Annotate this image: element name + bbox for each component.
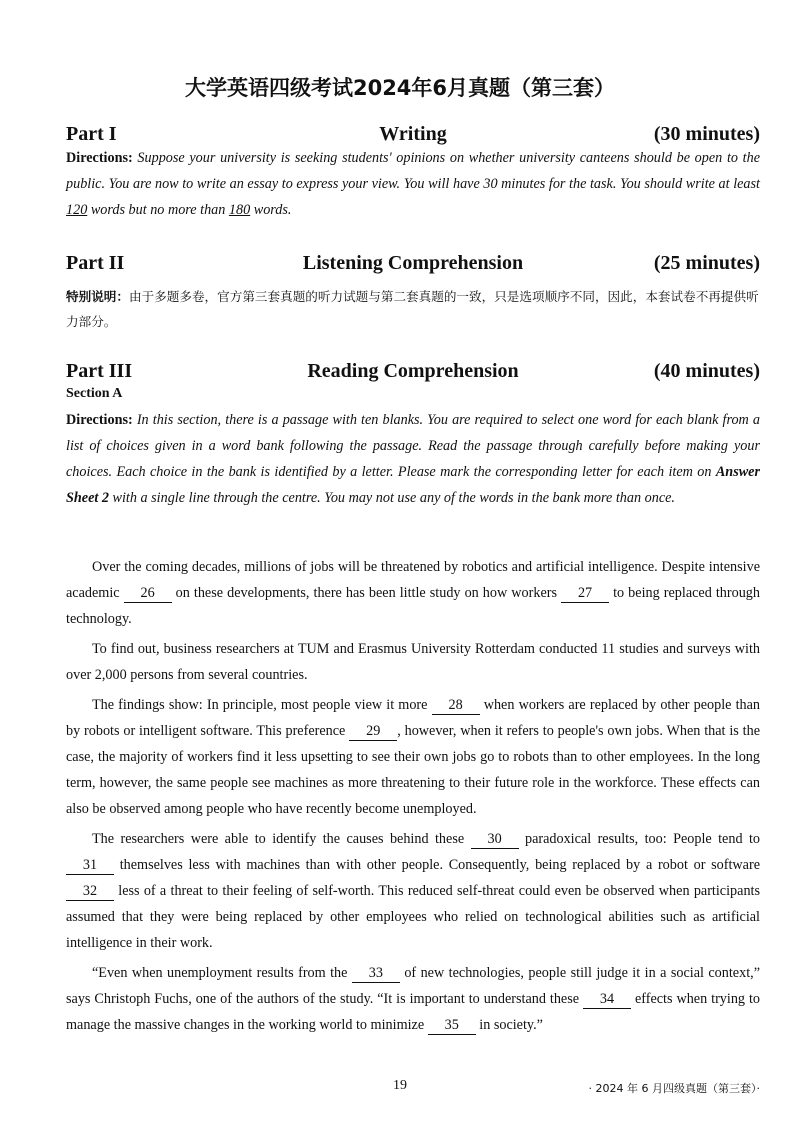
passage-paragraph-3 — [66, 692, 760, 822]
blank-30: 30 — [471, 830, 519, 849]
footer-exam-label: · 2024 年 6 月四级真题（第三套）· — [588, 1082, 760, 1095]
part1-directions-label: Directions: — [66, 150, 133, 166]
passage-text: on these developments, there has been little study on how workers — [171, 585, 562, 601]
part1-directions-text: Suppose your university is seeking students' opinions on whether university canteens should be open to the public. You are now to write an essay to express your view. You will have 30 minutes for the task. You should write at least — [66, 150, 760, 192]
passage-paragraph-1 — [66, 554, 760, 632]
passage-text: effects when trying to manage the massive changes in the working world to minimize — [66, 991, 761, 1033]
passage-text: , however, when it refers to people's own jobs. When that is the case, the majority of workers find it less upsetting to see their own jobs go to robots than to other employees. In the long term, however, the same people see machines as more threatening to their future role in the workforce. These effects can also be observed among people who have recently become unemployed. — [66, 723, 760, 817]
passage-text: themselves less with machines than with other people. Consequently, being replaced by a robot or software — [114, 857, 760, 873]
passage-text: “Even when unemployment results from the — [92, 965, 352, 981]
part2-time: (25 minutes) — [653, 252, 760, 274]
part2-note-label: 特别说明： — [66, 289, 129, 304]
part3-time: (40 minutes) — [653, 360, 760, 382]
passage-text: in society.” — [475, 1017, 543, 1033]
part2-label: Part II — [66, 252, 125, 274]
blank-29: 29 — [349, 722, 397, 741]
part1-directions-mid: words but no more than — [87, 202, 229, 218]
reading-passage — [66, 554, 760, 1042]
blank-26: 26 — [124, 584, 172, 603]
section-a-label: Section A — [66, 386, 123, 401]
passage-text: to being replaced through technology. — [66, 585, 760, 627]
passage-paragraph-5 — [66, 960, 760, 1038]
part3-directions — [66, 407, 760, 511]
passage-text: The researchers were able to identify the causes behind these — [92, 831, 471, 847]
passage-text: Over the coming decades, millions of jobs will be threatened by robotics and artificial intelligence. Despite intensive academic — [66, 559, 760, 601]
part3-label: Part III — [66, 360, 133, 382]
blank-34: 34 — [583, 990, 631, 1009]
passage-text: paradoxical results, too: People tend to — [518, 831, 760, 847]
page-title: 大学英语四级考试2024年6月真题（第三套） — [184, 76, 616, 100]
part3-name: Reading Comprehension — [307, 360, 519, 382]
min-words: 120 — [66, 202, 88, 218]
passage-text: of new technologies, people still judge it in a social context,” says Christoph Fuchs, one of the authors of the study. “It is important to understand these — [66, 965, 760, 1007]
part1-time: (30 minutes) — [653, 123, 760, 145]
part1-label: Part I — [66, 123, 117, 145]
part3-header — [66, 360, 760, 386]
passage-text: less of a threat to their feeling of self-worth. This reduced self-threat could even be observed when participants assumed that they were being replaced by other employees who relied on technological abilities such as artificial intelligence in their work. — [66, 883, 760, 951]
part3-directions-end: with a single line through the centre. You may not use any of the words in the bank more than once. — [108, 490, 675, 506]
passage-text: To find out, business researchers at TUM and Erasmus University Rotterdam conducted 11 studies and surveys with over 2,000 persons from several countries. — [66, 641, 760, 683]
part2-header — [66, 252, 760, 278]
blank-28: 28 — [432, 696, 480, 715]
blank-35: 35 — [428, 1016, 476, 1035]
passage-text: The findings show: In principle, most people view it more — [92, 697, 432, 713]
blank-31: 31 — [66, 856, 114, 875]
part2-note — [66, 284, 760, 334]
blank-27: 27 — [561, 584, 609, 603]
answer-sheet-label: Answer Sheet 2 — [66, 464, 760, 506]
blank-32: 32 — [66, 882, 114, 901]
part1-name: Writing — [379, 123, 447, 145]
passage-paragraph-2 — [66, 636, 760, 688]
part1-directions — [66, 145, 760, 223]
part3-directions-text: In this section, there is a passage with ten blanks. You are required to select one word for each blank from a list of choices given in a word bank following the passage. Read the passage through carefully before making your choices. Each choice in the bank is identified by a letter. Please mark the corresponding letter for each item on — [66, 412, 760, 480]
passage-text: when workers are replaced by other people than by robots or intelligent software. This preference — [66, 697, 760, 739]
part1-directions-end: words. — [250, 202, 292, 218]
part2-name: Listening Comprehension — [302, 252, 524, 274]
part2-note-text: 由于多题多卷，官方第三套真题的听力试题与第二套真题的一致，只是选项顺序不同，因此，本套试卷不再提供听力部分。 — [66, 289, 759, 329]
part3-directions-label: Directions: — [66, 412, 133, 428]
page-number: 19 — [393, 1078, 407, 1093]
passage-paragraph-4 — [66, 826, 760, 956]
blank-33: 33 — [352, 964, 400, 983]
max-words: 180 — [228, 202, 251, 218]
